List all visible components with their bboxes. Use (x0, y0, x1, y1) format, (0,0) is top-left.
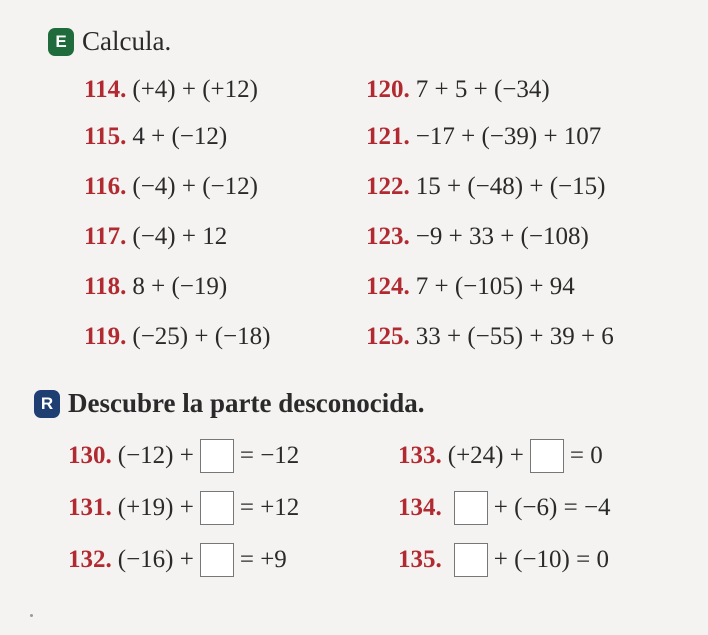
answer-box[interactable] (530, 439, 564, 473)
answer-box[interactable] (454, 491, 488, 525)
stray-mark (30, 614, 33, 617)
exercise-116 (84, 173, 258, 201)
section-calcula-header (48, 26, 171, 57)
exercise-121 (366, 123, 601, 151)
exercise-number: 114. (84, 76, 127, 103)
exercise-number: 125. (366, 323, 410, 350)
exercise-117 (84, 223, 227, 251)
exercise-number: 133. (398, 442, 442, 469)
exercise-expression: 7 + (−105) + 94 (415, 273, 575, 300)
exercise-expression-after: + (−6) = −4 (493, 494, 611, 521)
exercise-123 (366, 223, 589, 251)
exercise-132 (68, 543, 287, 577)
exercise-number: 117. (84, 223, 127, 250)
exercise-expression-after: = −12 (239, 442, 300, 469)
exercise-expression: −9 + 33 + (−108) (415, 223, 589, 250)
exercise-114 (84, 76, 258, 104)
exercise-expression: 15 + (−48) + (−15) (415, 173, 606, 200)
exercise-number: 132. (68, 546, 112, 573)
exercise-134 (398, 491, 611, 525)
exercise-number: 120. (366, 76, 410, 103)
exercise-131 (68, 491, 299, 525)
exercise-number: 124. (366, 273, 410, 300)
exercise-number: 119. (84, 323, 127, 350)
exercise-number: 134. (398, 494, 442, 521)
section-badge-r: R (34, 390, 60, 418)
exercise-expression: (−4) + 12 (132, 223, 228, 250)
exercise-number: 123. (366, 223, 410, 250)
exercise-number: 122. (366, 173, 410, 200)
answer-box[interactable] (200, 543, 234, 577)
exercise-expression-before: (+24) + (447, 442, 524, 469)
section-title-calcula: Calcula. (82, 26, 172, 56)
section-title-descubre: Descubre la parte desconocida. (68, 388, 425, 418)
exercise-expression-after: + (−10) = 0 (493, 546, 609, 573)
exercise-133 (398, 439, 603, 473)
exercise-115 (84, 123, 227, 151)
exercise-expression-after: = +9 (239, 546, 287, 573)
exercise-124 (366, 273, 575, 301)
exercise-122 (366, 173, 605, 201)
exercise-number: 115. (84, 123, 127, 150)
exercise-number: 130. (68, 442, 112, 469)
exercise-expression: (+4) + (+12) (132, 76, 258, 103)
exercise-expression: 33 + (−55) + 39 + 6 (415, 323, 614, 350)
exercise-number: 121. (366, 123, 410, 150)
exercise-expression-before: (−12) + (117, 442, 194, 469)
exercise-expression-before: (+19) + (117, 494, 194, 521)
answer-box[interactable] (454, 543, 488, 577)
exercise-expression: −17 + (−39) + 107 (415, 123, 602, 150)
exercise-expression: (−4) + (−12) (132, 173, 258, 200)
exercise-expression: 8 + (−19) (132, 273, 228, 300)
exercise-expression: (−25) + (−18) (132, 323, 271, 350)
exercise-120 (366, 76, 550, 104)
answer-box[interactable] (200, 439, 234, 473)
exercise-number: 116. (84, 173, 127, 200)
exercise-expression: 7 + 5 + (−34) (415, 76, 550, 103)
exercise-125 (366, 323, 614, 351)
exercise-expression-after: = +12 (239, 494, 300, 521)
section-descubre-header (34, 388, 424, 419)
exercise-135 (398, 543, 609, 577)
exercise-119 (84, 323, 270, 351)
exercise-130 (68, 439, 299, 473)
exercise-expression-after: = 0 (569, 442, 603, 469)
exercise-number: 118. (84, 273, 127, 300)
exercise-number: 131. (68, 494, 112, 521)
answer-box[interactable] (200, 491, 234, 525)
exercise-number: 135. (398, 546, 442, 573)
section-badge-e: E (48, 28, 74, 56)
exercise-118 (84, 273, 227, 301)
exercise-expression: 4 + (−12) (132, 123, 228, 150)
exercise-expression-before: (−16) + (117, 546, 194, 573)
